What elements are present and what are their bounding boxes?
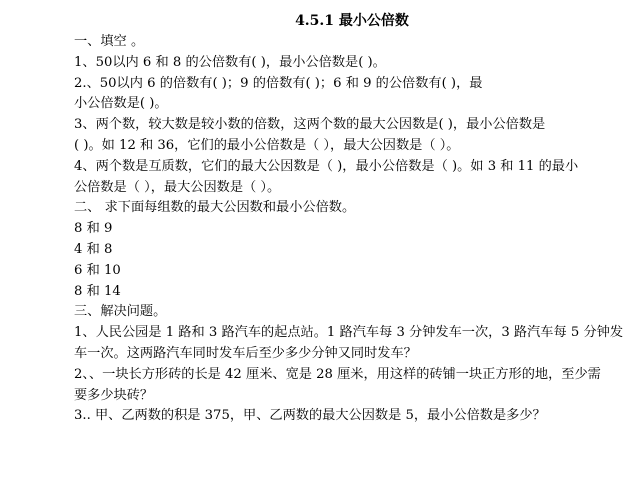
section-2-heading: 二、 求下面每组数的最大公因数和最小公倍数。: [74, 200, 356, 216]
problem-1-line-2: 车一次。这两路汽车同时发车后至少多少分钟又同时发车？: [74, 345, 417, 361]
question-4-line-1: 4、两个数是互质数，它们的最大公因数是（ )，最小公倍数是（ )。如 3 和 11 的最小: [74, 158, 579, 174]
page-title: 4.5.1 最小公倍数: [295, 13, 409, 29]
number-pair: 8 和 14: [74, 283, 121, 299]
number-pair: 4 和 8: [74, 241, 113, 257]
problem-2-line-1: 2、、一块长方形砖的长是 42 厘米、宽是 28 厘米，用这样的砖铺一块正方形的地，至少需: [74, 366, 601, 382]
number-pair: 8 和 9: [74, 221, 113, 237]
problem-3: 3.. 甲、乙两数的积是 375，甲、乙两数的最大公因数是 5，最小公倍数是多少？: [74, 408, 546, 424]
question-1: 1、50以内 6 和 8 的公倍数有( )，最小公倍数是( )。: [74, 54, 386, 70]
problem-2-line-2: 要多少块砖？: [74, 387, 154, 403]
question-2-line-2: 小公倍数是( )。: [74, 96, 168, 112]
problem-1-line-1: 1、人民公园是 1 路和 3 路汽车的起点站。1 路汽车每 3 分钟发车一次，3 路汽车每 5 分钟发: [74, 325, 624, 341]
question-2-line-1: 2.、50以内 6 的倍数有( )；9 的倍数有( )；6 和 9 的公倍数有( )，最: [74, 75, 483, 91]
question-4-line-2: 公倍数是（ ），最大公因数是（ ）。: [74, 179, 281, 195]
worksheet-page: [74, 10, 630, 427]
question-3-line-2: ( )。如 12 和 36，它们的最小公倍数是（ ），最大公因数是（ ）。: [74, 137, 460, 153]
section-1-heading: 一、填空 。: [74, 34, 145, 49]
number-pair: 6 和 10: [74, 262, 121, 278]
section-3-heading: 三、解决问题。: [74, 304, 167, 320]
question-3-line-1: 3、两个数，较大数是较小数的倍数，这两个数的最大公因数是( )，最小公倍数是: [74, 117, 546, 133]
